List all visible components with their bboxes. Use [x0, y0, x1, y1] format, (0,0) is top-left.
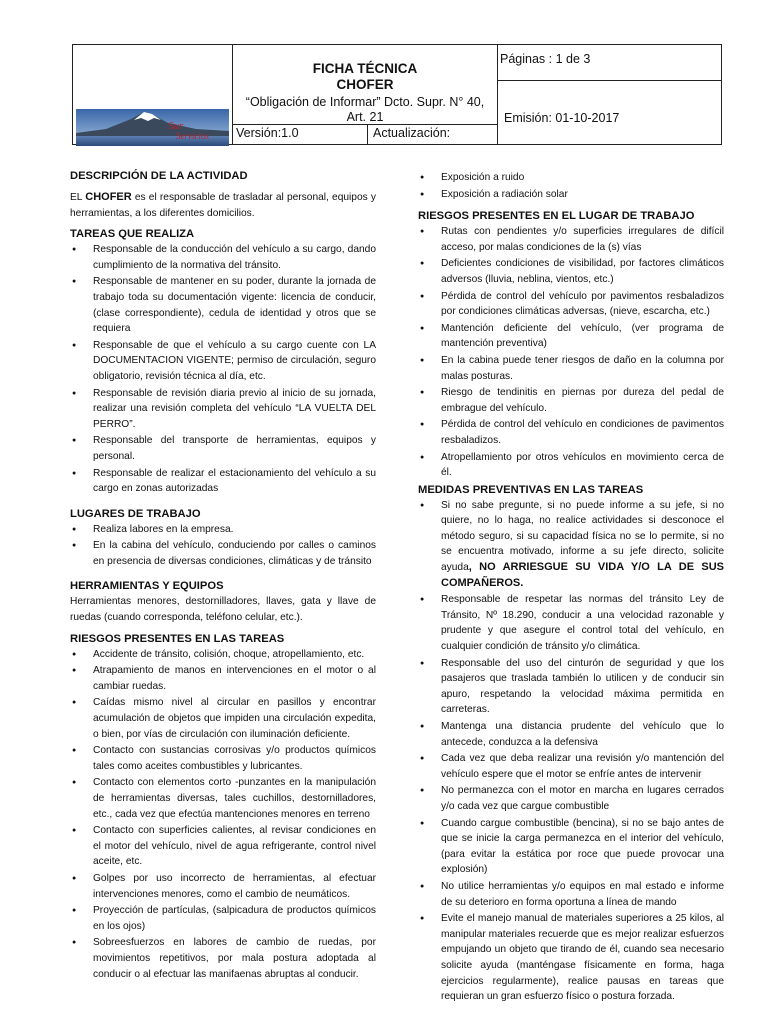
list-item: ● Responsable de respetar las normas del tránsito Ley de Tránsito, Nº 18.290, conducir a una velocidad razonable y prudente y que asegure el control total del vehículo, en cualquier condición de tránsito y/o climática. [418, 592, 724, 654]
list-item: ● Responsable del uso del cinturón de seguridad y que los pasajeros que traslada también lo utilicen y de conducir sin apuro, respetando la velocidad máxima permitida en carreteras. [418, 656, 724, 718]
list-item: ● En la cabina del vehículo, conduciendo por calles o caminos en presencia de diversas condiciones, climáticas y de tránsito [70, 538, 376, 569]
list-item: ● No utilice herramientas y/o equipos en mal estado e informe de su deterioro en forma oportuna a línea de mando [418, 879, 724, 910]
section-heading-risks: RIESGOS PRESENTES EN LAS TAREAS [70, 632, 285, 645]
list-item: ● Rutas con pendientes y/o superficies irregulares de difícil acceso, por malas condiciones de la (s) vías [418, 224, 724, 255]
left-column [70, 168, 376, 983]
list-item: ● Cada vez que deba realizar una revisión y/o mantención del vehículo espere que el motor se enfríe antes de intervenir [418, 751, 724, 782]
list-item: ● Contacto con superficies calientes, al revisar condiciones en el motor del vehículo, nivel de agua refrigerante, control nivel aceite, etc. [70, 823, 376, 870]
place-risks-list [418, 224, 724, 481]
places-list [70, 522, 376, 570]
list-item: ● Pérdida de control del vehículo en condiciones de pavimentos resbaladizos. [418, 417, 724, 448]
description-text: EL CHOFER es el responsable de trasladar al personal, equipos y herramientas, a los diferentes domicilios. [70, 191, 376, 219]
header-table [72, 44, 722, 145]
list-item: ● Atropellamiento por otros vehículos en movimiento cerca de él. [418, 450, 724, 481]
emission-date: Emisión: 01-10-2017 [504, 111, 620, 125]
company-logo [76, 109, 229, 146]
list-item: ● Accidente de tránsito, colisión, choque, atropellamiento, etc. [70, 647, 376, 663]
doc-regulation-line1: “Obligación de Informar” Dcto. Supr. N° 40, [245, 95, 485, 109]
list-item: ● Caídas mismo nivel al circular en pasillos y encontrar acumulación de objetos que impiden una circulación expedita, o bien, por vías de circulación con iluminación deficiente. [70, 695, 376, 742]
version: Versión:1.0 [233, 124, 368, 145]
risks-list-continued [418, 170, 724, 202]
list-item: ● Atrapamiento de manos en intervenciones en el motor o al cambiar ruedas. [70, 663, 376, 694]
section-heading-tools: HERRAMIENTAS Y EQUIPOS [70, 580, 224, 593]
list-item: ● Cuando cargue combustible (bencina), si no se bajo antes de que se inicie la carga permanezca en el interior del vehículo, (para evitar la estática por roce que puede provocar una explosión) [418, 816, 724, 878]
update-label: Actualización: [368, 124, 498, 145]
list-item: ● Responsable de que el vehículo a su cargo cuente con LA DOCUMENTACION VIGENTE; permiso de circulación, seguro obligatorio, revisión técnica al día, etc. [70, 338, 376, 385]
list-item: ● Mantenga una distancia prudente del vehículo que lo antecede, conduzca a la defensiva [418, 719, 724, 750]
list-item: ● Riesgo de tendinitis en piernas por dureza del pedal de embrague del vehículo. [418, 385, 724, 416]
list-item: ● Contacto con sustancias corrosivas y/o productos químicos tales como aceites combustibles y lubricantes. [70, 743, 376, 774]
list-item: ● Si no sabe pregunte, si no puede informe a su jefe, si no quiere, no lo haga, no realice actividades si desconoce el método seguro, si su capacidad física no se lo permite, si no se encuentra motivado, informe a su jefe directo, solicite ayuda, NO ARRIESGUE SU VIDA Y/O LA DE SUS COMPAÑEROS. [418, 498, 724, 592]
list-item: ● Contacto con elementos corto -punzantes en la manipulación de herramientas diversas, tales cuchillos, destornilladores, etc., cada vez que efectúa mantenciones menores en terreno [70, 775, 376, 822]
risks-list [70, 647, 376, 982]
list-item: ● Responsable de mantener en su poder, durante la jornada de trabajo toda su documentación vigente: licencia de conducir, (clase correspondiente), cedula de identidad y otros que se requiera [70, 274, 376, 336]
list-item: ● Golpes por uso incorrecto de herramientas, al efectuar intervenciones menores, como el cambio de neumáticos. [70, 871, 376, 902]
section-heading-places: LUGARES DE TRABAJO [70, 507, 201, 520]
list-item: ● Mantención deficiente del vehículo, (ver programa de mantención preventiva) [418, 321, 724, 352]
list-item: ● Exposición a radiación solar [418, 187, 724, 203]
section-heading-preventive: MEDIDAS PREVENTIVAS EN LAS TAREAS [418, 483, 644, 496]
section-heading-tasks: TAREAS QUE REALIZA [70, 228, 195, 241]
list-item: ● Proyección de partículas, (salpicadura de productos químicos en los ojos) [70, 903, 376, 934]
list-item: ● Realiza labores en la empresa. [70, 522, 376, 538]
list-item: ● Evite el manejo manual de materiales superiores a 25 kilos, al manipular materiales recuerde que es mejor realizar esfuerzos empujando un objeto que tirando de él, cuando sea necesario solicite ayuda (manténgase físicamente en forma, haga ejercicios regularmente), realice pausas en tareas que requieran un gran esfuerzo físico o postura forzada. [418, 911, 724, 1005]
doc-regulation-line2: Art. 21 [346, 110, 384, 124]
title-cell [233, 45, 498, 124]
preventive-list [418, 498, 724, 1005]
list-item: ● Deficientes condiciones de visibilidad, por factores climáticos adversos (lluvia, neblina, vientos, etc.) [418, 256, 724, 287]
list-item: ● En la cabina puede tener riesgos de daño en la columna por malas posturas. [418, 353, 724, 384]
meta-cell [498, 45, 722, 144]
list-item: ● Sobreesfuerzos en labores de cambio de ruedas, por movimientos repetitivos, por mala postura adoptada al conducir o al efectuar las manifaenas abruptas al conducir. [70, 935, 376, 982]
list-item: ● Responsable de revisión diaria previo al inicio de su jornada, realizar una revisión completa del vehículo “LA VUELTA DEL PERRO”. [70, 386, 376, 433]
tasks-list [70, 242, 376, 497]
svg-text:Sur: Sur [168, 120, 184, 132]
section-heading-place-risks: RIESGOS PRESENTES EN EL LUGAR DE TRABAJO [418, 210, 695, 223]
page-count: Páginas : 1 de 3 [498, 45, 722, 81]
doc-subject: CHOFER [336, 77, 394, 92]
tools-text: Herramientas menores, destornilladores, llaves, gata y llave de ruedas (cuando corresponda, teléfono celular, etc.). [70, 596, 376, 624]
svg-text:Servicios: Servicios [176, 131, 209, 141]
right-column [418, 170, 724, 1006]
list-item: ● Exposición a ruido [418, 170, 724, 186]
list-item: ● No permanezca con el motor en marcha en lugares cerrados y/o cada vez que cargue combustible [418, 783, 724, 814]
list-item: ● Responsable del transporte de herramientas, equipos y personal. [70, 433, 376, 464]
section-heading-description: DESCRIPCIÓN DE LA ACTIVIDAD [70, 170, 248, 182]
logo-cell [73, 45, 233, 144]
list-item: ● Responsable de realizar el estacionamiento del vehículo a su cargo en zonas autorizadas [70, 466, 376, 497]
list-item: ● Responsable de la conducción del vehículo a su cargo, dando cumplimiento de la normativa del tránsito. [70, 242, 376, 273]
doc-title: FICHA TÉCNICA [312, 61, 418, 76]
list-item: ● Pérdida de control del vehículo por pavimentos resbaladizos por condiciones climáticas adversas, (nieve, escarcha, etc.) [418, 289, 724, 320]
